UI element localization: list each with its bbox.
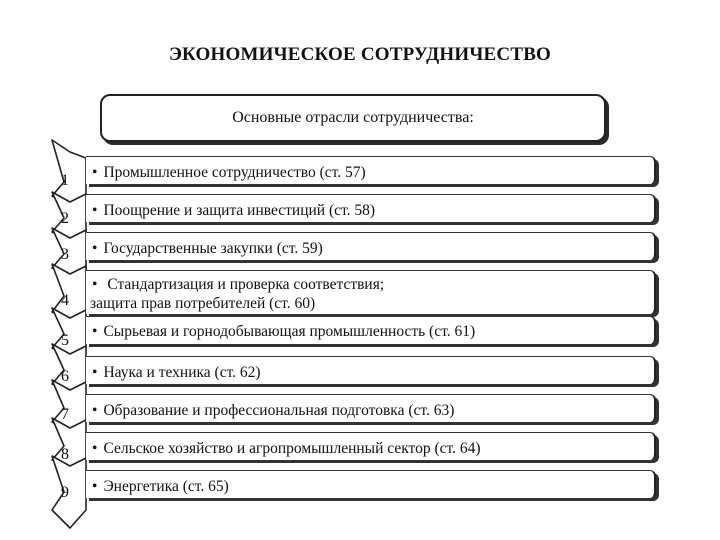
item-text: Энергетика (ст. 65) <box>103 478 229 495</box>
item-text: Государственные закупки (ст. 59) <box>103 240 323 257</box>
bullet: • <box>92 478 98 495</box>
item-text: Сырьевая и горнодобывающая промышленность (ст. 61) <box>103 323 476 340</box>
list-item <box>86 394 656 422</box>
bullet: • <box>92 364 98 381</box>
item-number: 9 <box>61 484 69 501</box>
list-item <box>86 232 656 260</box>
item-number: 8 <box>61 446 69 463</box>
list-item <box>86 156 656 184</box>
item-number: 1 <box>61 172 69 189</box>
list-item <box>86 316 656 344</box>
bullet: • <box>92 440 98 457</box>
item-text: Промышленное сотрудничество (ст. 57) <box>103 164 366 181</box>
item-number: 3 <box>61 246 69 263</box>
item-text: Наука и техника (ст. 62) <box>103 364 261 381</box>
item-text-line2: защита прав потребителей (ст. 60) <box>90 295 316 312</box>
item-text: Сельское хозяйство и агропромышленный сектор (ст. 64) <box>103 440 481 457</box>
item-text: Образование и профессиональная подготовка (ст. 63) <box>103 402 455 419</box>
list-item <box>86 194 656 222</box>
item-number: 7 <box>61 406 69 423</box>
bullet: • <box>92 323 98 340</box>
bullet: • <box>92 202 98 219</box>
list-item <box>86 270 656 314</box>
list-item <box>86 470 656 498</box>
bullet: • <box>92 240 98 257</box>
item-number: 2 <box>61 210 69 227</box>
list-item <box>86 356 656 384</box>
bullet: • <box>92 276 98 293</box>
item-number: 4 <box>61 292 69 309</box>
bullet: • <box>92 164 98 181</box>
header-label: Основные отрасли сотрудничества: <box>232 109 474 126</box>
item-number: 5 <box>61 332 69 349</box>
item-number: 6 <box>61 368 69 385</box>
page-title: ЭКОНОМИЧЕСКОЕ СОТРУДНИЧЕСТВО <box>168 44 552 65</box>
item-text: Стандартизация и проверка соответствия; <box>107 276 385 293</box>
list-item <box>86 432 656 460</box>
bullet: • <box>92 402 98 419</box>
item-text: Поощрение и защита инвестиций (ст. 58) <box>103 202 376 219</box>
